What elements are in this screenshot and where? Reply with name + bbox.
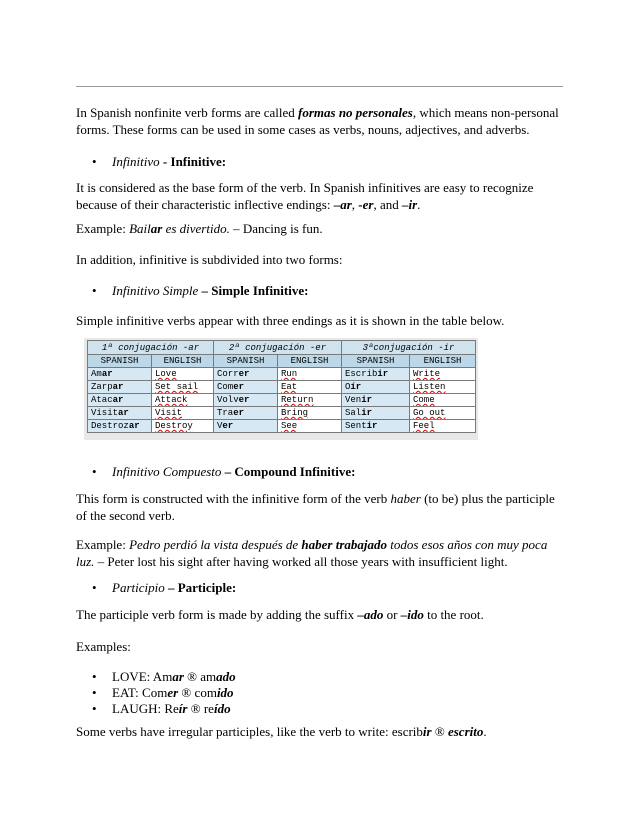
bullet-infinitivo-simple: • Infinitivo Simple – Simple Infinitive: — [92, 283, 309, 298]
column-header: ENGLISH — [278, 355, 342, 368]
spanish-verb-cell: Escribir — [342, 368, 410, 381]
participle-example-item: • EAT: Comer ® comido — [92, 685, 234, 700]
top-divider — [76, 86, 563, 87]
spanish-verb-cell: Salir — [342, 407, 410, 420]
infinitive-description: It is considered as the base form of the verb. In Spanish infinitives are easy to recognize because of their characteristic inflective endings: –ar, -er, and –ir. — [76, 180, 534, 212]
english-verb-cell: Visit — [152, 407, 214, 420]
column-header: SPANISH — [214, 355, 278, 368]
english-verb-cell: See — [278, 420, 342, 433]
english-verb-cell: Set sail — [152, 381, 214, 394]
english-verb-cell: Destroy — [152, 420, 214, 433]
english-verb-cell: Bring — [278, 407, 342, 420]
english-verb-cell: Love — [152, 368, 214, 381]
english-verb-cell: Run — [278, 368, 342, 381]
participle-example-item: • LOVE: Amar ® amado — [92, 669, 236, 684]
conjugation-caption: 2ª conjugación -er — [214, 341, 342, 355]
column-header: SPANISH — [88, 355, 152, 368]
compound-example: Example: Pedro perdió la vista después de haber trabajado todos esos años con muy poca luz. – Peter lost his sight after having worked all those years with insufficient light. — [76, 537, 548, 569]
spanish-verb-cell: Venir — [342, 394, 410, 407]
english-verb-cell: Listen — [410, 381, 476, 394]
spanish-verb-cell: Atacar — [88, 394, 152, 407]
english-verb-cell: Return — [278, 394, 342, 407]
bullet-participio: • Participio – Participle: — [92, 580, 237, 595]
english-verb-cell: Eat — [278, 381, 342, 394]
bullet-infinitivo-compuesto: • Infinitivo Compuesto – Compound Infinitive: — [92, 464, 356, 479]
spanish-verb-cell: Oír — [342, 381, 410, 394]
spanish-verb-cell: Volver — [214, 394, 278, 407]
column-header: ENGLISH — [152, 355, 214, 368]
spanish-verb-cell: Amar — [88, 368, 152, 381]
participle-example-item: • LAUGH: Reír ® reído — [92, 701, 231, 716]
intro-paragraph: In Spanish nonfinite verb forms are called formas no personales, which means non-personal forms. These forms can be used in some cases as verbs, nouns, adjectives, and adverbs. — [76, 105, 559, 137]
column-header: ENGLISH — [410, 355, 476, 368]
spanish-verb-cell: Comer — [214, 381, 278, 394]
table-row — [88, 381, 476, 394]
participle-description: The participle verb form is made by adding the suffix –ado or –ido to the root. — [76, 607, 484, 622]
conjugation-caption: 3ªconjugación -ir — [342, 341, 476, 355]
english-verb-cell: Come — [410, 394, 476, 407]
intro-term: formas no personales — [298, 105, 413, 120]
english-verb-cell: Write — [410, 368, 476, 381]
english-verb-cell: Feel — [410, 420, 476, 433]
english-verb-cell: Go out — [410, 407, 476, 420]
english-verb-cell: Attack — [152, 394, 214, 407]
examples-label: Examples: — [76, 639, 131, 654]
table-row — [88, 420, 476, 433]
spanish-verb-cell: Sentir — [342, 420, 410, 433]
table-row — [88, 394, 476, 407]
term: Infinitivo — [112, 154, 160, 169]
spanish-verb-cell: Destrozar — [88, 420, 152, 433]
bullet-infinitivo: • Infinitivo - Infinitive: — [92, 154, 227, 169]
label: Infinitive: — [170, 154, 227, 169]
subdivided-text: In addition, infinitive is subdivided into two forms: — [76, 252, 343, 267]
table-row — [88, 407, 476, 420]
spanish-verb-cell: Traer — [214, 407, 278, 420]
spanish-verb-cell: Visitar — [88, 407, 152, 420]
spanish-verb-cell: Correr — [214, 368, 278, 381]
conjugation-table — [84, 338, 478, 440]
infinitive-example: Example: Bailar es divertido. – Dancing is fun. — [76, 221, 323, 236]
spanish-verb-cell: Zarpar — [88, 381, 152, 394]
table-row — [88, 368, 476, 381]
column-header: SPANISH — [342, 355, 410, 368]
simple-description: Simple infinitive verbs appear with three endings as it is shown in the table below. — [76, 313, 505, 328]
spanish-verb-cell: Ver — [214, 420, 278, 433]
irregular-text: Some verbs have irregular participles, like the verb to write: escribir ® escrito. — [76, 724, 487, 739]
conjugation-caption: 1ª conjugación -ar — [88, 341, 214, 355]
compound-description: This form is constructed with the infinitive form of the verb haber (to be) plus the participle of the second verb. — [76, 491, 555, 523]
